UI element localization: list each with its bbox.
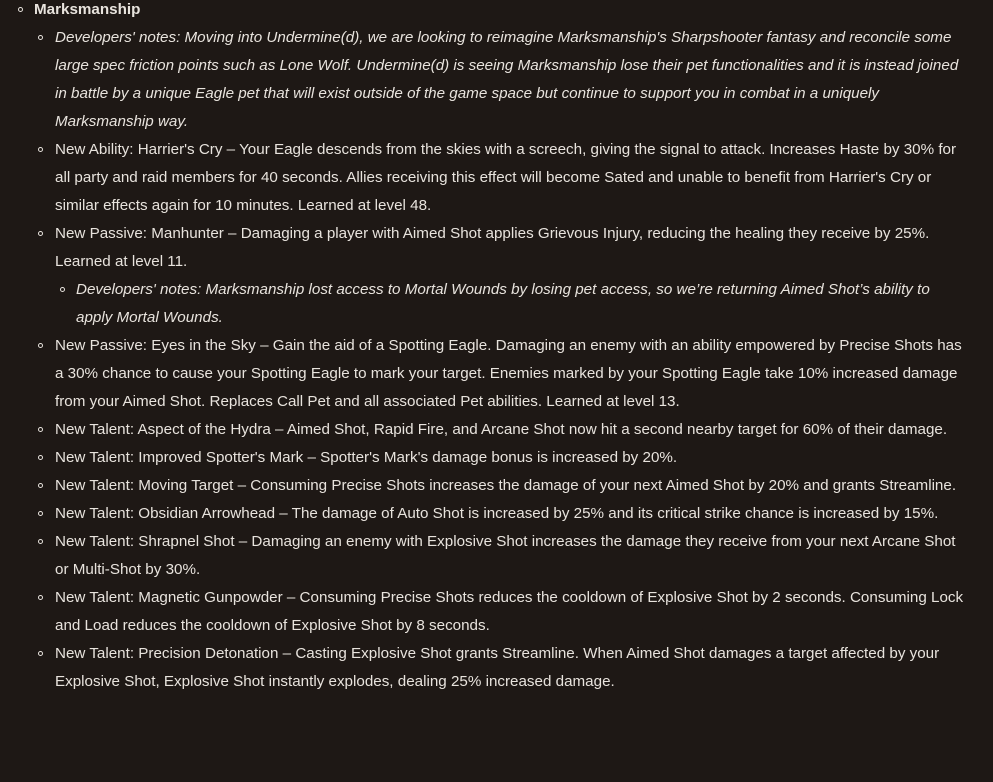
bullet-icon bbox=[38, 595, 43, 600]
bullet-icon bbox=[38, 231, 43, 236]
list-item-text: New Talent: Improved Spotter's Mark – Spotter's Mark's damage bonus is increased by 20%. bbox=[55, 449, 678, 466]
bullet-icon bbox=[38, 343, 43, 348]
list-item-harriers-cry bbox=[0, 136, 993, 220]
bullet-icon bbox=[38, 427, 43, 432]
list-item-manhunter-developers-notes bbox=[0, 276, 993, 332]
list-item-manhunter bbox=[0, 220, 993, 276]
bullet-icon bbox=[60, 287, 65, 292]
list-item-text: New Passive: Eyes in the Sky – Gain the aid of a Spotting Eagle. Damaging an enemy with an ability empowered by Precise Shots has a 30% chance to cause your Spotting Eagle to mark your target. Enemies marked by your Spotting Eagle take 10% increased damage from your Aimed Shot. Replaces Call Pet and all associated Pet abilities. Learned at level 13. bbox=[55, 337, 962, 410]
list-item-moving-target bbox=[0, 472, 993, 500]
list-item-text: Developers' notes: Moving into Undermine(d), we are looking to reimagine Marksmanship's Sharpshooter fantasy and reconcile some large spec friction points such as Lone Wolf. Undermine(d) is seeing Marksmanship lose their pet functionalities and it is instead joined in battle by a unique Eagle pet that will exist outside of the game space but continue to support you in combat in a uniquely Marksmanship way. bbox=[55, 29, 959, 130]
list-item-text: Developers' notes: Marksmanship lost access to Mortal Wounds by losing pet access, so we’re returning Aimed Shot’s ability to apply Mortal Wounds. bbox=[76, 281, 930, 326]
bullet-icon bbox=[38, 483, 43, 488]
list-item-text: New Talent: Aspect of the Hydra – Aimed Shot, Rapid Fire, and Arcane Shot now hit a second nearby target for 60% of their damage. bbox=[55, 421, 948, 438]
list-item-text: New Talent: Obsidian Arrowhead – The damage of Auto Shot is increased by 25% and its critical strike chance is increased by 15%. bbox=[55, 505, 939, 522]
list-item-text: New Passive: Manhunter – Damaging a player with Aimed Shot applies Grievous Injury, reducing the healing they receive by 25%. Learned at level 11. bbox=[55, 225, 930, 270]
list-item-magnetic-gunpowder bbox=[0, 584, 993, 640]
bullet-icon bbox=[38, 651, 43, 656]
bullet-icon bbox=[38, 511, 43, 516]
list-item-eyes-in-the-sky bbox=[0, 332, 993, 416]
list-item-text: New Talent: Precision Detonation – Casting Explosive Shot grants Streamline. When Aimed Shot damages a target affected by your Explosive Shot, Explosive Shot instantly explodes, dealing 25% increased damage. bbox=[55, 645, 940, 690]
bullet-icon bbox=[38, 455, 43, 460]
bullet-icon bbox=[18, 7, 23, 12]
list-item-obsidian-arrowhead bbox=[0, 500, 993, 528]
list-item-aspect-of-the-hydra bbox=[0, 416, 993, 444]
list-item-text: New Talent: Moving Target – Consuming Precise Shots increases the damage of your next Aimed Shot by 20% and grants Streamline. bbox=[55, 477, 957, 494]
list-item-text: New Talent: Shrapnel Shot – Damaging an enemy with Explosive Shot increases the damage they receive from your next Arcane Shot or Multi-Shot by 30%. bbox=[55, 533, 956, 578]
list-item-text: New Ability: Harrier's Cry – Your Eagle descends from the skies with a screech, giving the signal to attack. Increases Haste by 30% for all party and raid members for 40 seconds. Allies receiving this effect will become Sated and unable to benefit from Harrier's Cry or similar effects again for 10 minutes. Learned at level 48. bbox=[55, 141, 957, 214]
bullet-icon bbox=[38, 35, 43, 40]
list-item-developers-notes bbox=[0, 24, 993, 136]
bullet-icon bbox=[38, 147, 43, 152]
list-item-precision-detonation bbox=[0, 640, 993, 696]
list-item-shrapnel-shot bbox=[0, 528, 993, 584]
list-item-text: New Talent: Magnetic Gunpowder – Consuming Precise Shots reduces the cooldown of Explosive Shot by 2 seconds. Consuming Lock and Load reduces the cooldown of Explosive Shot by 8 seconds. bbox=[55, 589, 964, 634]
list-item-improved-spotters-mark bbox=[0, 444, 993, 472]
section-title: Marksmanship bbox=[34, 1, 141, 18]
bullet-icon bbox=[38, 539, 43, 544]
section-marksmanship bbox=[0, 0, 993, 24]
